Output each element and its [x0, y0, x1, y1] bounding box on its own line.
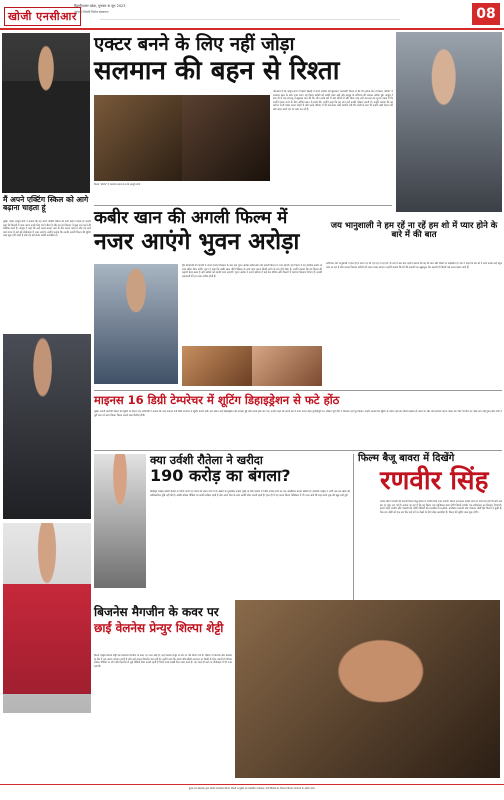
- left-headline: मैं अपने एक्टिंग स्किल को आगे बढ़ाना चाहता हूं: [3, 195, 89, 212]
- masthead-divider: [100, 19, 400, 20]
- divider-lead: [94, 205, 392, 206]
- lead-headline-line2: सलमान की बहन से रिश्ता: [94, 56, 340, 86]
- page-number: 08: [472, 3, 500, 25]
- brand-logo: खोजी एनसीआर: [4, 7, 81, 26]
- kabir-body: हिट फ्रेंचाइजी की वापसी में अपने दमदार किरदार के बाद अब भुवन अरोड़ा कबीर खान की अगली फिल्म में नजर आएंगे। इस फिल्म में वह कार्तिक आर्यन के साथ स्क्रीन शेयर करेंगे। भुवन ने कहा कि कबीर खान जैसे निर्देशक के साथ काम करना किसी सपने के सच होने जैसा है। उन्होंने बताया कि इस फिल्म की कहानी बेहद खास है और दर्शकों को काफी पसंद आएगी। भुवन अरोड़ा ने अपने करियर में कई वेब सीरीज और फिल्मों में यादगार किरदार निभाए हैं। उनकी अदाकारी की हर तरफ तारीफ होती है।: [182, 264, 322, 278]
- urvashi-headline-line1: क्या उर्वशी रौतेला ने खरीदा: [150, 453, 263, 467]
- ranveer-photo: [235, 600, 500, 778]
- left-body: मुंबई। एक्टर आयुष शर्मा ने बताया कि वह अपने एक्टिंग स्किल को आगे बढ़ाना चाहते हैं। उन्होंने कहा कि फिल्मों में काम करना उनके लिए सपने जैसा है और वह हर किरदार में कुछ नया करने की कोशिश करते हैं। आयुष ने कहा कि उन्हें अलग-अलग तरह के रोल करना पसंद है और वह आने वाले समय में कई बड़े प्रोजेक्ट्स में नजर आएंगे। उन्होंने बताया कि उनकी अगली फिल्म की शूटिंग जल्द शुरू होने वाली है और वह इसे लेकर काफी उत्साहित हैं।: [3, 220, 91, 238]
- shilpa-body: फिल्म एक्ट्रेस शिल्पा शेट्टी एक बिजनेस मैगजीन के कवर पर नजर आई हैं। उन्हें वेलनेस प्रेन्युर के तौर पर पेश किया गया है। शिल्पा ने फिटनेस और वेलनेस के क्षेत्र में एक अलग पहचान बनाई है और कई सफल बिजनेस चला रही हैं। उन्होंने कहा कि स्वस्थ जीवनशैली अपनाना हर किसी के लिए जरूरी है। शिल्पा सोशल मीडिया पर योग और फिटनेस से जुड़े वीडियो शेयर करती रहती हैं जिन्हें उनके लाखों फैंस पसंद करते हैं। वह जल्द ही कई नए प्रोजेक्ट्स में भी नजर आएंगी।: [94, 654, 232, 668]
- urvashi-body: बॉलीवुड एक्ट्रेस उर्वशी रौतेला इन दिनों अपने नए बंगले को लेकर चर्चा में हैं। खबरों के मुताबिक उन्होंने मुंबई के पॉश इलाके में 190 करोड़ रुपये का एक आलीशान बंगला खरीदा है। हालांकि एक्ट्रेस ने अभी तक इस खबर की आधिकारिक पुष्टि नहीं की है। उर्वशी सोशल मीडिया पर काफी सक्रिय रहती हैं और अपने फैंस के साथ तस्वीरें शेयर करती रहती हैं। हाल ही में वह कान्स फिल्म फेस्टिवल में भी नजर आई थीं जहां उनके लुक की खूब चर्चा हुई।: [150, 490, 350, 497]
- left-lower-photo: [3, 334, 91, 519]
- shilpa-headline-line1: बिजनेस मैगजीन के कवर पर: [94, 605, 219, 619]
- section-label: आपकी दिल्ली विशेष संस्करण: [74, 10, 109, 14]
- jay-body: अभिनेता जय भानुशाली ने हाल ही में अपने नए शो 'हम रहें ना रहें हम' के बारे में बात की। उन्होंने बताया कि यह शो प्यार और रिश्तों पर आधारित है। जय ने कहा कि इस शो में काम करके उन्हें बहुत मजा आ रहा है और उनका किरदार दर्शकों को जरूर पसंद आएगा। उन्होंने बताया कि शो की कहानी एक खूबसूरत प्रेम कहानी है जिसमें कई उतार-चढ़ाव आते हैं।: [326, 262, 502, 269]
- lead-photo-caption: फिल्म 'अंतिम' में सलमान खान के साथ आयुष शर्मा: [94, 183, 141, 186]
- dateline: दिल्ली/उत्तर प्रदेश, गुरुवार 8 जून 2023: [74, 4, 126, 8]
- lead-body: गौरतलब है कि आयुष शर्मा ने फिल्म इंडस्ट्री में अपने करियर की शुरुआत 'लवयात्री' फिल्म से की थी। इसके बाद वे फिल्म 'अंतिम' में सलमान खान के साथ नजर आए। यह फिल्म दर्शकों को काफी पसंद आई और आयुष के अभिनय की जमकर तारीफ हुई। आयुष ने हाल ही में एक इंटरव्यू में खुलकर बात की कि लोग उनके बारे में क्या सोचते हैं और किस तरह उन्हें बार-बार यह सुनना पड़ता है कि उन्होंने एक्टर बनने के लिए अर्पिता खान से शादी की। उन्होंने कहा कि यह बात उन्हें काफी परेशान करती है। उन्होंने बताया कि वह बचपन से ही एक्टर बनना चाहते थे और उनके परिवार में भी इसे लेकर कोई आपत्ति नहीं थी। शादी के बाद भी उन्होंने कड़ी मेहनत की और आज अपने दम पर काम कर रहे हैं।: [273, 90, 393, 111]
- actress-photo: [182, 346, 252, 386]
- mirzapur-body: मुंबई। अपनी आगामी फिल्म की शूटिंग के दौरान एक अभिनेत्री ने बताया कि उन्हें माइनस 16 डिग्री तापमान में शूटिंग करनी पड़ी। इस दौरान उन्हें डिहाइड्रेशन की समस्या हुई और उनके होंठ फट गए। उन्होंने कहा कि इतनी ठंड में काम करना बेहद चुनौतीपूर्ण था, लेकिन पूरी टीम ने मिलकर इसे पूरा किया। उन्होंने बताया कि शूटिंग के दौरान कई बार मौसम खराब हो जाता था और घंटों इंतजार करना पड़ता था। फिर भी टीम का जोश कम नहीं हुआ और सभी ने पूरी लगन से काम किया। फिल्म अगले साल रिलीज होगी।: [94, 410, 502, 417]
- footer-rule: [0, 784, 504, 785]
- kabir-headline-line2: नजर आएंगे भुवन अरोड़ा: [94, 229, 300, 255]
- footer-imprint: मुद्रक एवं प्रकाशक द्वारा खोजी एनसीआर प्रिंटर्स, दिल्ली से मुद्रित एवं प्रकाशित। संपादक: सभी विवादों का निपटारा दिल्ली न्यायालय के अधीन होगा।: [188, 787, 316, 790]
- masthead: [0, 0, 504, 30]
- shilpa-headline-line2: छाईं वेलनेस प्रेन्युर शिल्पा शेट्टी: [94, 621, 224, 635]
- ranveer-headline-line2: रणवीर सिंह: [380, 466, 489, 496]
- urvashi-photo: [94, 454, 146, 588]
- mirzapur-headline: माइनस 16 डिग्री टेम्परेचर में शूटिंग डिहाइड्रेशन से फटे होंठ: [94, 393, 340, 407]
- bhuvan-photo: [94, 264, 178, 384]
- ranveer-headline-line1: फिल्म बैजू बावरा में दिखेंगे: [358, 453, 455, 464]
- lead-headline-line1: एक्टर बनने के लिए नहीं जोड़ा: [94, 34, 295, 55]
- divider-col: [353, 454, 354, 604]
- jay-photo: [396, 32, 502, 212]
- actress-photo-2: [252, 346, 322, 386]
- ayush-photo: [2, 33, 90, 193]
- divider-mid-2: [94, 450, 502, 451]
- jay-headline: जय भानुशाली ने हम रहें ना रहें हम शो में प्यार होने के बारे में की बात: [330, 221, 498, 240]
- urvashi-headline-line2: 190 करोड़ का बंगला?: [150, 466, 291, 485]
- divider-mid: [94, 390, 502, 391]
- ranveer-body: संजय लीला भंसाली की अगली फिल्म बैजू बावरा में रणवीर सिंह नजर आएंगे। फिल्म को लेकर काफी समय से चर्चा चल रही थी और अब इस पर मुहर लग गई है। बताया जा रहा है कि यह फिल्म एक म्यूजिकल ड्रामा होगी जिसमें रणवीर एक संगीतकार का किरदार निभाएंगे। इससे पहले रणवीर और भंसाली की जोड़ी गोलियों की रासलीला राम-लीला, बाजीराव मस्तानी और पद्मावत जैसी हिट फिल्में दे चुकी है। फैंस इस जोड़ी को एक बार फिर बड़े पर्दे पर देखने के लिए बेहद उत्साहित हैं। फिल्म की शूटिंग जल्द शुरू होगी।: [380, 500, 502, 514]
- shilpa-photo: [3, 523, 91, 713]
- salman-photo-1: [94, 95, 182, 181]
- kabir-headline-line1: कबीर खान की अगली फिल्म में: [94, 208, 288, 228]
- salman-photo-2: [182, 95, 270, 181]
